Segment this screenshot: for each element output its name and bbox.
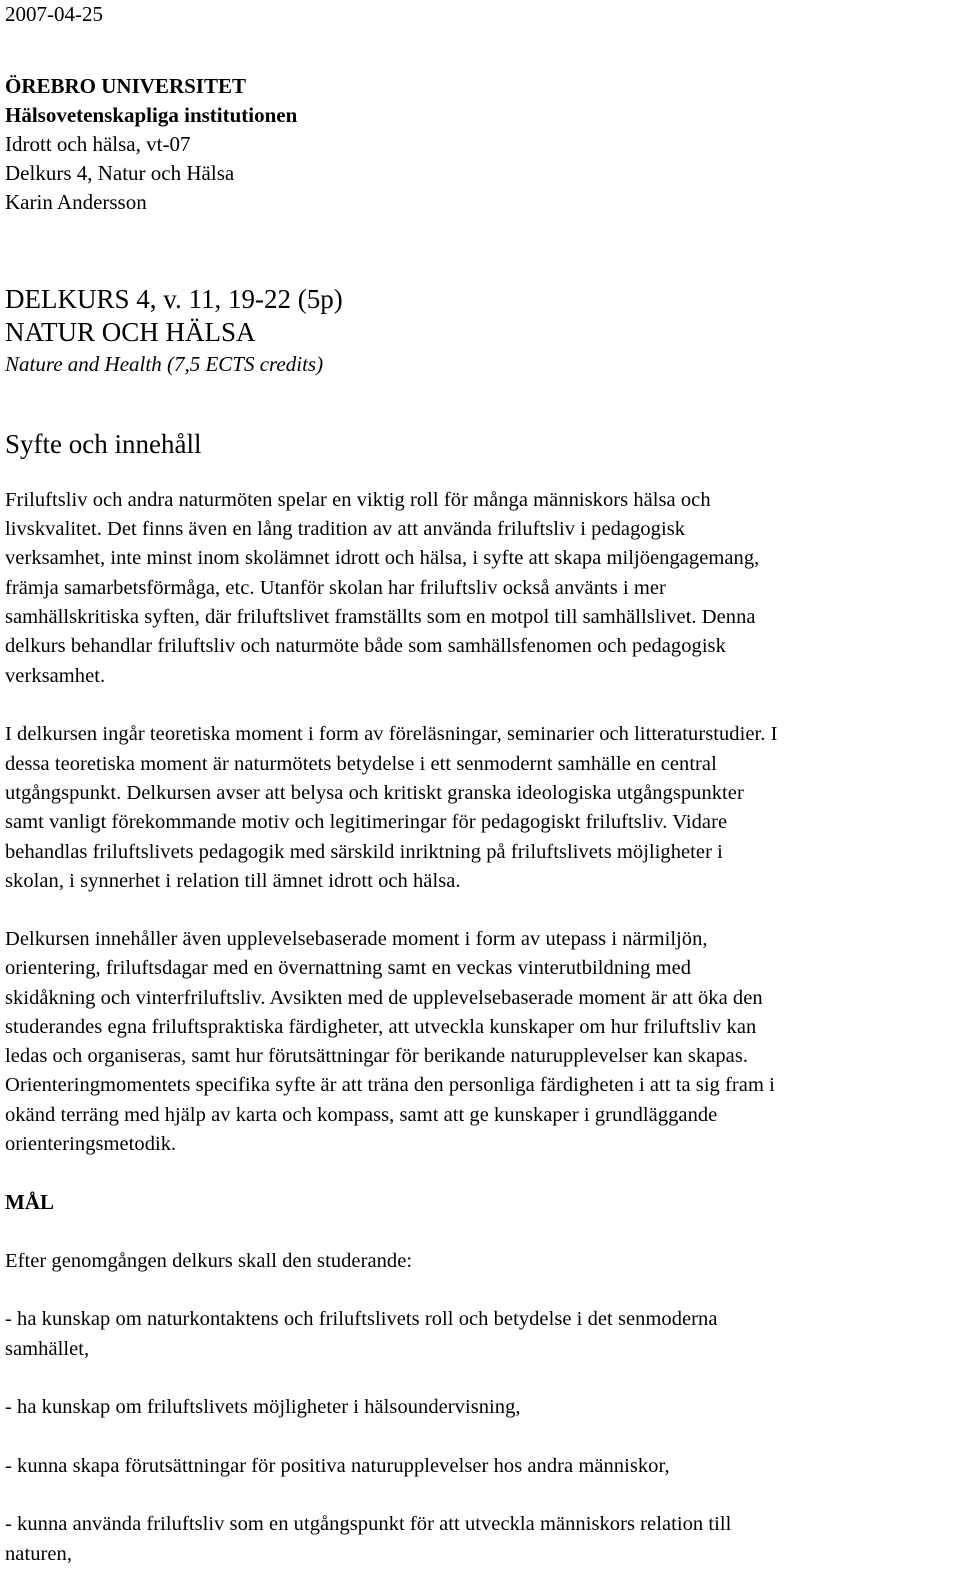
para3-line: ledas och organiseras, samt hur förutsättningar för berikande naturupplevelser kan skapas.	[5, 1045, 749, 1067]
para1-line: verksamhet, inte minst inom skolämnet idrott och hälsa, i syfte att skapa miljöengagemang,	[5, 547, 760, 569]
para3-line: studerandes egna friluftspraktiska färdigheter, att utveckla kunskaper om hur friluftsliv kan	[5, 1016, 757, 1038]
goals-intro: Efter genomgången delkurs skall den studerande:	[5, 1250, 413, 1272]
goal-item: - ha kunskap om friluftslivets möjligheter i hälsoundervisning,	[5, 1396, 521, 1418]
para1-line: livskvalitet. Det finns även en lång tradition av att använda friluftsliv i pedagogisk	[5, 518, 686, 540]
para2-line: dessa teoretiska moment är naturmötets betydelse i ett senmodernt samhälle en central	[5, 753, 717, 775]
subcourse-name: Delkurs 4, Natur och Hälsa	[5, 161, 235, 185]
course-title-line2: NATUR OCH HÄLSA	[5, 317, 256, 347]
para2-line: utgångspunkt. Delkursen avser att belysa och kritiskt granska ideologiska utgångspunkter	[5, 782, 744, 804]
goal-item: naturen,	[5, 1543, 72, 1565]
para1-line: verksamhet.	[5, 665, 106, 687]
para3-line: orienteringsmetodik.	[5, 1133, 177, 1155]
goal-item: - kunna skapa förutsättningar för positiva naturupplevelser hos andra människor,	[5, 1455, 670, 1477]
para3-line: orientering, friluftsdagar med en övernattning samt en veckas vinterutbildning med	[5, 957, 692, 979]
goal-item: - ha kunskap om naturkontaktens och friluftslivets roll och betydelse i det senmoderna	[5, 1308, 718, 1330]
para2-line: behandlas friluftslivets pedagogik med särskild inriktning på friluftslivets möjligheter i	[5, 841, 723, 863]
goal-item: - kunna använda friluftsliv som en utgångspunkt för att utveckla människors relation till	[5, 1513, 732, 1535]
para3-line: Orienteringmomentets specifika syfte är att träna den personliga färdigheten i att ta sig fram i	[5, 1074, 775, 1096]
course-subtitle: Nature and Health (7,5 ECTS credits)	[5, 352, 324, 376]
para2-line: samt vanligt förekommande motiv och legitimeringar för pedagogiskt friluftsliv. Vidare	[5, 811, 728, 833]
para2-line: I delkursen ingår teoretiska moment i form av föreläsningar, seminarier och litteraturstudier. I	[5, 723, 778, 745]
para1-line: delkurs behandlar friluftsliv och naturmöte både som samhällsfenomen och pedagogisk	[5, 635, 726, 657]
document-date: 2007-04-25	[5, 2, 103, 26]
goals-heading: MÅL	[5, 1190, 54, 1214]
para3-line: skidåkning och vinterfriluftsliv. Avsikten med de upplevelsebaserade moment är att öka den	[5, 987, 763, 1009]
para1-line: samhällskritiska syften, där friluftslivet framställts som en motpol till samhällslivet. Denna	[5, 606, 756, 628]
para3-line: Delkursen innehåller även upplevelsebaserade moment i form av utepass i närmiljön,	[5, 928, 708, 950]
course-title-line1: DELKURS 4, v. 11, 19-22 (5p)	[5, 284, 343, 314]
goal-item: samhället,	[5, 1338, 90, 1360]
para3-line: okänd terräng med hjälp av karta och kompass, samt att ge kunskaper i grundläggande	[5, 1104, 718, 1126]
purpose-heading: Syfte och innehåll	[5, 429, 202, 459]
para1-line: Friluftsliv och andra naturmöten spelar en viktig roll för många människors hälsa och	[5, 489, 711, 511]
course-name: Idrott och hälsa, vt-07	[5, 132, 191, 156]
author-name: Karin Andersson	[5, 190, 147, 214]
department-name: Hälsovetenskapliga institutionen	[5, 103, 298, 127]
para2-line: skolan, i synnerhet i relation till ämnet idrott och hälsa.	[5, 870, 461, 892]
para1-line: främja samarbetsförmåga, etc. Utanför skolan har friluftsliv också använts i mer	[5, 577, 666, 599]
university-name: ÖREBRO UNIVERSITET	[5, 74, 246, 98]
